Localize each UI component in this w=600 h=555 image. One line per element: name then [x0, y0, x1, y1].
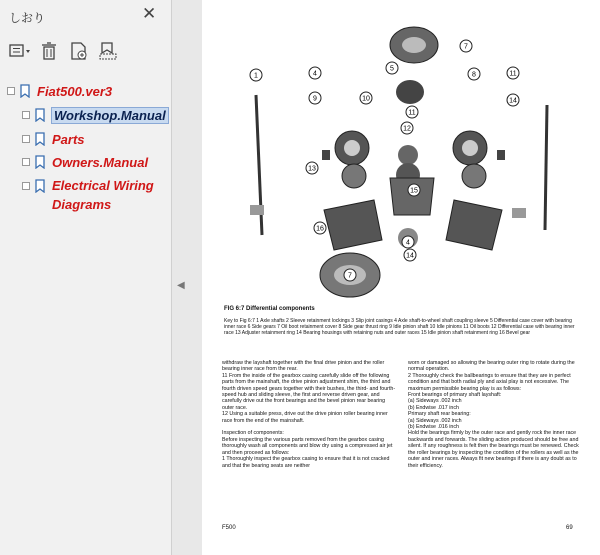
callout-label: 7	[348, 272, 352, 280]
bookmark-owners-manual[interactable]	[22, 151, 148, 173]
collapse-toggle[interactable]	[7, 87, 15, 95]
callout-label: 8	[472, 71, 476, 79]
callout-label: 4	[406, 239, 410, 247]
footer-left: F500	[222, 525, 236, 531]
callout-label: 12	[403, 125, 411, 133]
bookmark-label: Electrical Wiring Diagrams	[52, 178, 154, 212]
close-panel-button[interactable]: ✕	[142, 4, 157, 23]
expand-toggle[interactable]	[22, 135, 30, 143]
expand-toggle[interactable]	[22, 158, 30, 166]
callout-label: 11	[408, 109, 416, 117]
bookmark-label: Workshop.Manual	[54, 107, 166, 123]
bookmark-from-selection-icon[interactable]	[98, 40, 120, 62]
bookmark-icon	[34, 132, 46, 146]
bookmark-parts[interactable]	[22, 128, 85, 150]
bookmark-label: Owners.Manual	[52, 154, 149, 170]
callout-label: 14	[509, 97, 517, 105]
callout-label: 4	[313, 70, 317, 78]
differential-illustration	[202, 0, 600, 305]
callout-label: 15	[410, 187, 418, 195]
text-column-left: withdraw the layshaft together with the final drive pinion and the roller bearing inner race from the rear. 11 From the inside of the gearbox casing carefully slide off the following parts from the mainshaft, the drive pinion adjustment shim, the third and fourth driven speed gears together with their bushes, the third- and fourth-speed hub and sliding sleeve, the first and reverse driven gear, and carefully drive out the front bearings and the bevel pinion rear bearing outer race. 12 Using a suitable press, drive out the drive pinion roller bearing inner race from the end of the mainshaft. Inspection of components: Before inspecting the various parts removed from the gearbox casing thoroughly wash all components and blow dry using a compressed air jet and then proceed as follows: 1 Thoroughly inspect the gearbox casing to ensure that it is not cracked and that the bearing seats are neither	[222, 360, 396, 469]
callout-label: 14	[406, 252, 414, 260]
options-menu-icon[interactable]	[8, 40, 30, 62]
callout-label: 1	[254, 72, 258, 80]
axle-shaft-right	[545, 105, 547, 230]
bookmark-icon	[34, 155, 46, 169]
callout-label: 5	[390, 65, 394, 73]
callout-label: 9	[313, 95, 317, 103]
bookmark-icon	[34, 179, 46, 193]
callout-label: 16	[316, 225, 324, 233]
page-number: 69	[566, 525, 573, 531]
bookmark-fiat500[interactable]	[7, 80, 112, 102]
bookmark-electrical-wiring[interactable]	[22, 176, 154, 216]
delete-bookmark-icon[interactable]	[38, 40, 60, 62]
bookmark-label: Parts	[52, 131, 85, 147]
bookmark-icon	[34, 108, 46, 122]
collapse-panel-icon[interactable]: ◀	[177, 280, 185, 291]
bookmark-label: Fiat500.ver3	[37, 83, 113, 99]
panel-splitter[interactable]	[172, 0, 202, 555]
bookmarks-panel	[0, 0, 172, 555]
callout-label: 10	[362, 95, 370, 103]
expand-toggle[interactable]	[22, 111, 30, 119]
new-bookmark-icon[interactable]	[68, 40, 90, 62]
bookmark-workshop-manual[interactable]	[22, 104, 168, 126]
document-page	[202, 0, 600, 555]
figure-caption: FIG 6:7 Differential components	[224, 306, 315, 312]
callout-label: 13	[308, 165, 316, 173]
bookmark-toolbar	[8, 40, 120, 62]
text-column-right: worn or damaged so allowing the bearing outer ring to rotate during the normal operation. 2 Thoroughly check the ballbearings to ensure that they are in perfect condition and that both radial ply and axial play is not excessive. The maximum permissible bearing play is as follows: Front bearings of primary shaft layshaft: (a) Sideways .002 inch (b) Endwise .017 inch Primary shaft rear bearing: (a) Sideways .002 inch (b) Endwise .016 inch Hold the bearings firmly by the outer race and gently rock the inner race backwards and forwards. The sliding action produced should be free and silent. If any roughness is felt then the bearings must be renewed. Check the roller bearings by inspecting the condition of the rollers as well as the outer and inner races. Always fit new bearings if there is any doubt as to their efficiency.	[408, 360, 579, 469]
expand-toggle[interactable]	[22, 182, 30, 190]
callout-label: 7	[464, 43, 468, 51]
callout-label: 11	[509, 70, 517, 78]
bookmark-icon	[19, 84, 31, 98]
figure-key: Key to Fig 6:7 1 Axle shafts 2 Sleeve retainment lockings 3 Slip joint casings 4 Axle shaft-to-wheel shaft coupling sleeve 5 Differential case cover with bearing inner race 6 Side gears 7 Oil boot retainment cover 8 Side gear thrust ring 9 Idle pinion shaft 10 Idle pinions 11 Oil boots 12 Differential case with bearing inner race 13 Adjuster retainment ring 14 Bearing housings with retaining nuts and outer races 15 Idle pinion shaft retainment ring 16 Bevel gear	[224, 318, 575, 336]
panel-title: しおり	[9, 11, 46, 25]
